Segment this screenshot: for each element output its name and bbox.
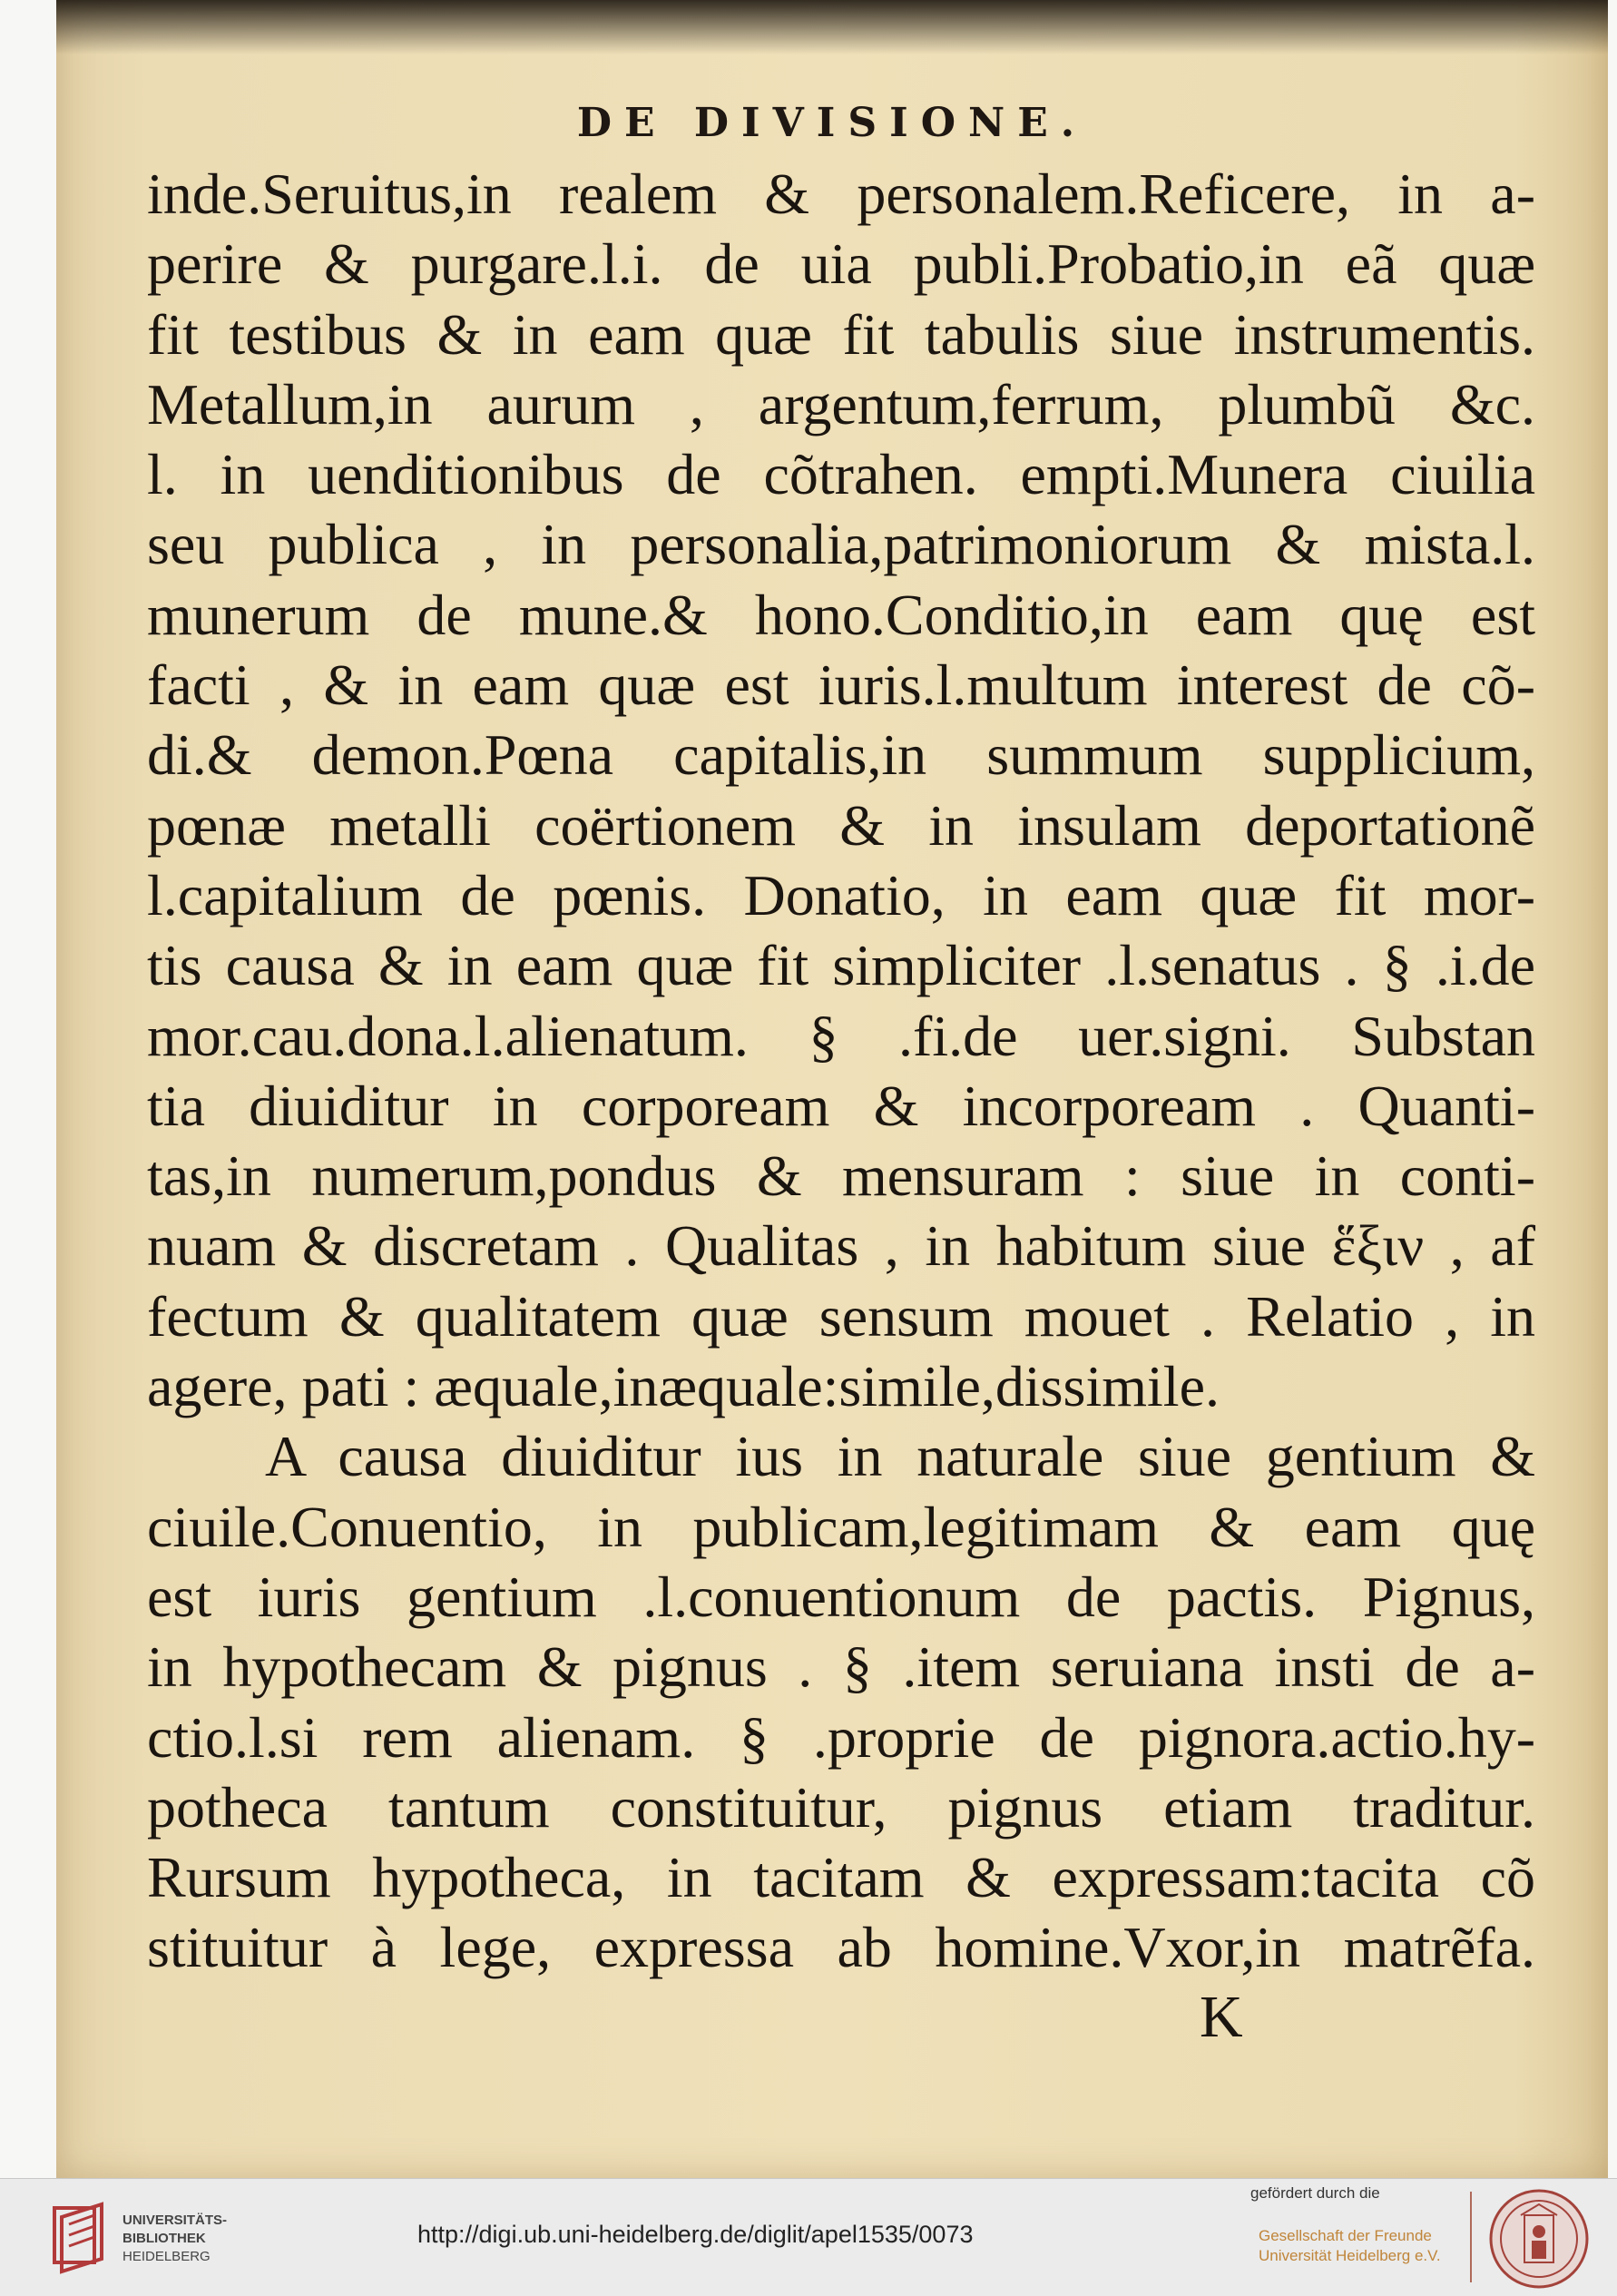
- library-logo-icon: [53, 2199, 111, 2275]
- text-line: munerum de mune.& hono.Conditio,in eam quę est: [147, 582, 1535, 647]
- text-line: potheca tantum constituitur, pignus etiam traditur.: [147, 1774, 1535, 1840]
- library-name-line: HEIDELBERG: [122, 2249, 211, 2264]
- text-line: Rursum hypotheca, in tacitam & expressam:tacita cõ: [147, 1845, 1535, 1910]
- text-line: seu publica , in personalia,patrimoniorum & mista.l.: [147, 512, 1535, 577]
- text-line: tas,in numerum,pondus & mensuram : siue in conti-: [147, 1143, 1535, 1209]
- text-line: pœnæ metalli coërtionem & in insulam deportationẽ: [147, 792, 1535, 858]
- book-page: [56, 0, 1608, 2178]
- library-name-line: BIBLIOTHEK: [122, 2231, 206, 2246]
- text-line: mor.cau.dona.l.alienatum. § .fi.de uer.signi. Substan: [147, 1003, 1535, 1068]
- text-line: ctio.l.si rem alienam. § .proprie de pignora.actio.hy-: [147, 1704, 1535, 1770]
- text-line: perire & purgare.l.i. de uia publi.Probatio,in eã quæ: [147, 231, 1535, 297]
- text-line: est iuris gentium .l.conuentionum de pactis. Pignus,: [147, 1564, 1535, 1629]
- sponsor-note: gefördert durch die: [1250, 2184, 1380, 2202]
- text-line: nuam & discretam . Qualitas , in habitum siue ἕξιν , af: [147, 1213, 1535, 1279]
- text-line: inde.Seruitus,in realem & personalem.Reficere, in a-: [147, 162, 1535, 226]
- society-name-line: Gesellschaft der Freunde: [1259, 2227, 1432, 2244]
- university-seal-icon: [1488, 2188, 1590, 2290]
- text-line: l. in uenditionibus de cõtrahen. empti.Munera ciuilia: [147, 442, 1535, 507]
- body-text: [147, 159, 1535, 1983]
- running-head: DE DIVISIONE.: [576, 100, 1088, 146]
- text-line: facti , & in eam quæ est iuris.l.multum interest de cõ-: [147, 652, 1535, 718]
- permalink-url[interactable]: http://digi.ub.uni-heidelberg.de/diglit/apel1535/0073: [417, 2221, 974, 2248]
- text-line: Metallum,in aurum , argentum,ferrum, plumbũ &c.: [147, 371, 1535, 437]
- text-line: fit testibus & in eam quæ fit tabulis siue instrumentis.: [147, 301, 1535, 367]
- text-line: ciuile.Conuentio, in publicam,legitimam & eam quę: [147, 1494, 1535, 1559]
- text-line: agere, pati : æquale,inæquale:simile,dissimile.: [147, 1354, 1220, 1419]
- footer-divider: [1470, 2192, 1472, 2282]
- society-name-line: Universität Heidelberg e.V.: [1259, 2247, 1441, 2264]
- society-name: [1259, 2226, 1441, 2266]
- signature-mark: K: [1200, 1984, 1243, 2050]
- footer-bar: [0, 2178, 1617, 2296]
- library-name-line: UNIVERSITÄTS-: [122, 2213, 228, 2228]
- text-line: l.capitalium de pœnis. Donatio, in eam quæ fit mor-: [147, 862, 1535, 927]
- text-line: tia diuiditur in corpoream & incorpoream . Quanti-: [147, 1073, 1535, 1138]
- text-line: tis causa & in eam quæ fit simpliciter .l.senatus . § .i.de: [147, 933, 1535, 998]
- text-line: di.& demon.Pœna capitalis,in summum supplicium,: [147, 722, 1535, 788]
- text-line: A causa diuiditur ius in naturale siue gentium &: [265, 1424, 1535, 1489]
- text-line: fectum & qualitatem quæ sensum mouet . Relatio , in: [147, 1283, 1535, 1349]
- text-line: stituitur à lege, expressa ab homine.Vxor,in matrẽfa.: [147, 1915, 1535, 1980]
- library-name: [122, 2212, 227, 2266]
- text-line: in hypothecam & pignus . § .item seruiana insti de a-: [147, 1634, 1535, 1700]
